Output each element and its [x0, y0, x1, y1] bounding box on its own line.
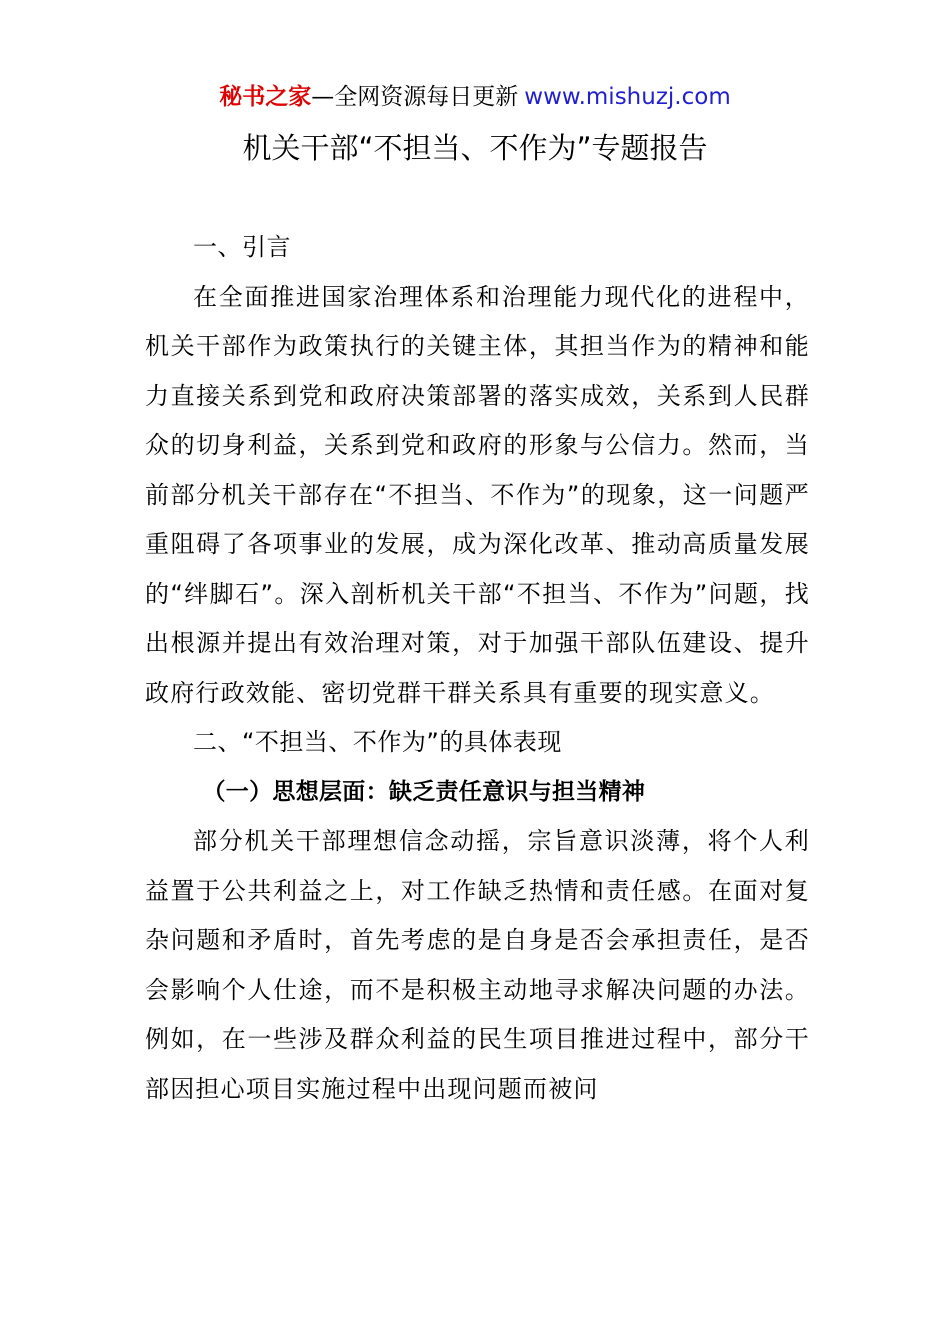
document-body: [145, 223, 810, 1114]
section-heading-manifestations: 二、“不担当、不作为”的具体表现: [193, 728, 562, 756]
subsection-heading-ideology: （一）思想层面：缺乏责任意识与担当精神: [202, 778, 646, 805]
site-header: [0, 80, 950, 114]
site-brand: 秘书之家: [219, 84, 312, 110]
paragraph-intro: 在全面推进国家治理体系和治理能力现代化的进程中，机关干部作为政策执行的关键主体，其担当作为的精神和能力直接关系到党和政府决策部署的落实成效，关系到人民群众的切身利益，关系到党和政府的形象与公信力。然而，当前部分机关干部存在“不担当、不作为”的现象，这一问题严重阻碍了各项事业的发展，成为深化改革、推动高质量发展的“绊脚石”。深入剖析机关干部“不担当、不作为”问题，找出根源并提出有效治理对策，对于加强干部队伍建设、提升政府行政效能、密切党群干群关系具有重要的现实意义。: [145, 282, 810, 707]
site-slogan: —全网资源每日更新: [311, 84, 519, 110]
section-heading-intro: 一、引言: [193, 233, 291, 261]
paragraph-ideology: 部分机关干部理想信念动摇，宗旨意识淡薄，将个人利益置于公共利益之上，对工作缺乏热情和责任感。在面对复杂问题和矛盾时，首先考虑的是自身是否会承担责任，是否会影响个人仕途，而不是积极主动地寻求解决问题的办法。例如，在一些涉及群众利益的民生项目推进过程中，部分干部因担心项目实施过程中出现问题而被问: [145, 827, 810, 1103]
document-title: 机关干部“不担当、不作为”专题报告: [242, 131, 708, 165]
site-url-link[interactable]: www.mishuzj.com: [524, 84, 731, 110]
